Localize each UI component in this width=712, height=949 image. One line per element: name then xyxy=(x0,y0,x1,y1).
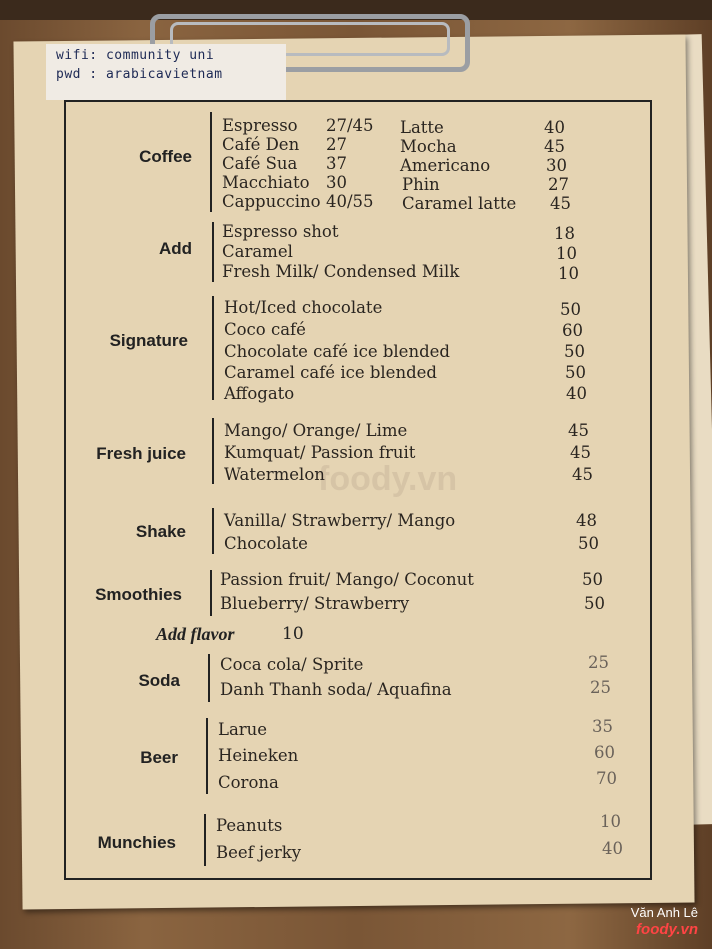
menu-price: 50 xyxy=(578,534,599,553)
menu-item: Affogato xyxy=(224,384,295,403)
menu-item: Mocha xyxy=(400,137,457,156)
menu-price: 40 xyxy=(544,118,565,137)
menu-price: 10 xyxy=(556,244,577,263)
menu-price: 37 xyxy=(326,154,347,173)
menu-item: Macchiato xyxy=(222,173,310,192)
menu-item: Espresso shot xyxy=(222,222,339,241)
menu-item: Americano xyxy=(400,156,491,175)
menu-item: Heineken xyxy=(218,746,299,765)
wifi-note xyxy=(46,44,286,100)
menu-item: Larue xyxy=(218,720,268,739)
section-munchies: Munchies xyxy=(97,833,176,852)
wifi-password: pwd : arabicavietnam xyxy=(56,67,223,82)
menu-item: Cappuccino xyxy=(222,192,321,211)
menu-price: 27 xyxy=(548,175,569,194)
menu-price: 40/55 xyxy=(326,192,374,211)
menu-item: Café Den xyxy=(222,135,300,154)
add-flavor-price: 10 xyxy=(282,624,304,644)
foody-watermark: foody.vn xyxy=(318,460,458,498)
menu-price: 40 xyxy=(566,384,587,403)
menu-price: 25 xyxy=(588,653,609,672)
menu-price: 10 xyxy=(600,812,621,831)
wifi-name: wifi: community uni xyxy=(56,48,215,63)
menu-price: 35 xyxy=(592,717,613,736)
menu-item: Chocolate café ice blended xyxy=(224,342,450,361)
menu-item: Chocolate xyxy=(224,534,308,553)
menu-price: 27/45 xyxy=(326,116,374,135)
menu-price: 30 xyxy=(326,173,347,192)
menu-price: 45 xyxy=(572,465,593,484)
section-divider xyxy=(210,112,212,212)
section-soda: Soda xyxy=(138,671,180,690)
menu-price: 70 xyxy=(596,769,617,788)
menu-price: 60 xyxy=(594,743,615,762)
photo-credit xyxy=(631,904,698,938)
add-flavor-label: Add flavor xyxy=(156,624,235,644)
section-beer: Beer xyxy=(140,748,178,767)
menu-price: 10 xyxy=(558,264,579,283)
menu-price: 40 xyxy=(602,839,623,858)
section-divider xyxy=(212,418,214,484)
menu-item: Latte xyxy=(400,118,444,137)
section-signature: Signature xyxy=(109,331,188,350)
menu-item: Corona xyxy=(218,773,279,792)
menu-item: Kumquat/ Passion fruit xyxy=(224,443,416,462)
foody-logo: foody.vn xyxy=(636,921,698,938)
menu-item: Danh Thanh soda/ Aquafina xyxy=(220,680,452,699)
menu-item: Peanuts xyxy=(216,816,283,835)
section-fresh-juice: Fresh juice xyxy=(96,444,186,463)
section-smoothies: Smoothies xyxy=(95,585,182,604)
menu-item: Passion fruit/ Mango/ Coconut xyxy=(220,570,474,589)
section-divider xyxy=(208,654,210,702)
menu-item: Café Sua xyxy=(222,154,298,173)
menu-item: Phin xyxy=(402,175,440,194)
menu-price: 45 xyxy=(544,137,565,156)
menu-item: Caramel café ice blended xyxy=(224,363,437,382)
menu-price: 48 xyxy=(576,511,597,530)
menu-price: 45 xyxy=(550,194,571,213)
section-divider xyxy=(204,814,206,866)
menu-price: 50 xyxy=(584,594,605,613)
credit-author: Văn Anh Lê xyxy=(630,905,698,920)
menu-item: Beef jerky xyxy=(216,843,302,862)
menu-price: 25 xyxy=(590,678,611,697)
menu-price: 50 xyxy=(564,342,585,361)
section-add: Add xyxy=(158,239,192,258)
menu-item: Coca cola/ Sprite xyxy=(220,655,364,674)
section-divider xyxy=(206,718,208,794)
menu-item: Vanilla/ Strawberry/ Mango xyxy=(224,511,456,530)
menu-item: Fresh Milk/ Condensed Milk xyxy=(222,262,460,281)
section-shake: Shake xyxy=(135,522,186,541)
menu-price: 27 xyxy=(326,135,347,154)
section-divider xyxy=(212,296,214,400)
menu-price: 18 xyxy=(554,224,575,243)
section-divider xyxy=(212,222,214,282)
menu-price: 30 xyxy=(546,156,567,175)
menu-price: 45 xyxy=(570,443,591,462)
menu-item: Hot/Iced chocolate xyxy=(224,298,383,317)
menu-item: Espresso xyxy=(222,116,298,135)
section-divider xyxy=(212,508,214,554)
menu-item: Mango/ Orange/ Lime xyxy=(224,421,408,440)
menu-item: Watermelon xyxy=(224,465,325,484)
menu-item: Caramel xyxy=(222,242,293,261)
section-divider xyxy=(210,570,212,616)
menu-price: 50 xyxy=(565,363,586,382)
menu-item: Caramel latte xyxy=(402,194,517,213)
menu-price: 50 xyxy=(582,570,603,589)
menu-price: 45 xyxy=(568,421,589,440)
section-coffee: Coffee xyxy=(139,147,192,166)
menu-price: 60 xyxy=(562,321,583,340)
menu-item: Coco café xyxy=(224,320,306,339)
menu-item: Blueberry/ Strawberry xyxy=(220,594,410,613)
menu-price: 50 xyxy=(560,300,581,319)
